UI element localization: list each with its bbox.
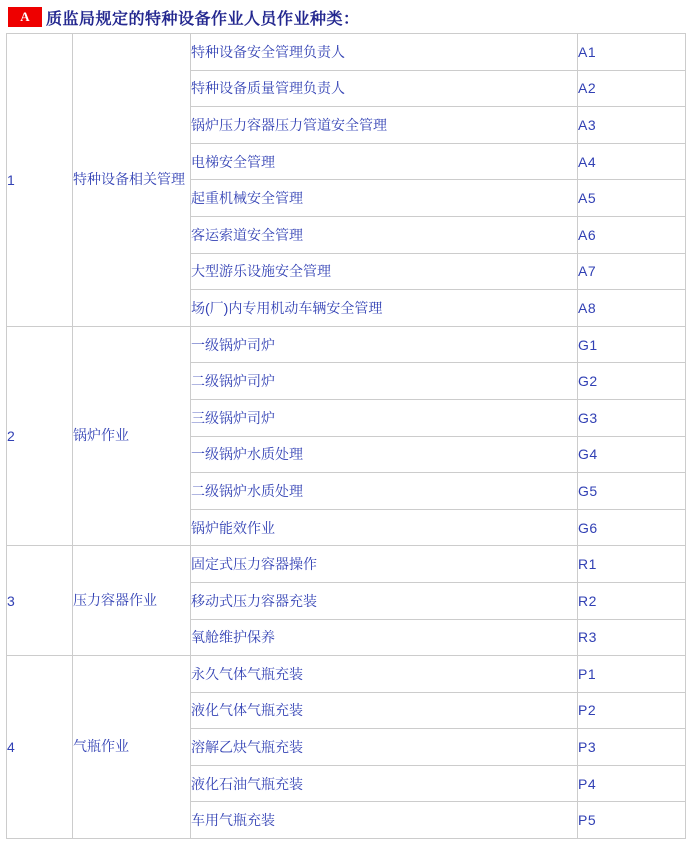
- group-category-cell: 压力容器作业: [73, 546, 191, 656]
- item-code-cell: P2: [578, 692, 686, 729]
- item-code-cell: G2: [578, 363, 686, 400]
- item-code-cell: A2: [578, 70, 686, 107]
- item-code-cell: R2: [578, 582, 686, 619]
- item-name-cell: 二级锅炉水质处理: [191, 473, 578, 510]
- item-code-cell: A4: [578, 143, 686, 180]
- item-name-cell: 氧舱维护保养: [191, 619, 578, 656]
- table-row: [7, 546, 686, 583]
- item-name-cell: 二级锅炉司炉: [191, 363, 578, 400]
- item-code-cell: P5: [578, 802, 686, 839]
- group-number-cell: 3: [7, 546, 73, 656]
- item-name-cell: 液化气体气瓶充装: [191, 692, 578, 729]
- item-name-cell: 液化石油气瓶充装: [191, 765, 578, 802]
- item-name-cell: 起重机械安全管理: [191, 180, 578, 217]
- item-code-cell: A8: [578, 290, 686, 327]
- item-name-cell: 车用气瓶充装: [191, 802, 578, 839]
- section-badge-letter: A: [20, 9, 30, 24]
- item-name-cell: 一级锅炉司炉: [191, 326, 578, 363]
- group-number-cell: 1: [7, 34, 73, 327]
- item-code-cell: G5: [578, 473, 686, 510]
- page-header: [8, 7, 689, 27]
- item-name-cell: 特种设备安全管理负责人: [191, 34, 578, 71]
- item-name-cell: 特种设备质量管理负责人: [191, 70, 578, 107]
- group-category-cell: 气瓶作业: [73, 656, 191, 839]
- item-code-cell: R3: [578, 619, 686, 656]
- item-code-cell: A7: [578, 253, 686, 290]
- table-row: [7, 34, 686, 71]
- group-category-cell: 锅炉作业: [73, 326, 191, 546]
- item-code-cell: G3: [578, 399, 686, 436]
- item-name-cell: 移动式压力容器充装: [191, 582, 578, 619]
- item-name-cell: 一级锅炉水质处理: [191, 436, 578, 473]
- section-badge: [8, 7, 42, 27]
- item-code-cell: G4: [578, 436, 686, 473]
- job-categories-table: [6, 33, 686, 839]
- item-name-cell: 锅炉能效作业: [191, 509, 578, 546]
- item-code-cell: A5: [578, 180, 686, 217]
- item-code-cell: A1: [578, 34, 686, 71]
- item-name-cell: 场(厂)内专用机动车辆安全管理: [191, 290, 578, 327]
- item-code-cell: R1: [578, 546, 686, 583]
- item-name-cell: 三级锅炉司炉: [191, 399, 578, 436]
- item-name-cell: 锅炉压力容器压力管道安全管理: [191, 107, 578, 144]
- item-code-cell: P1: [578, 656, 686, 693]
- item-code-cell: P3: [578, 729, 686, 766]
- item-name-cell: 溶解乙炔气瓶充装: [191, 729, 578, 766]
- item-code-cell: P4: [578, 765, 686, 802]
- item-name-cell: 永久气体气瓶充装: [191, 656, 578, 693]
- table-row: [7, 326, 686, 363]
- item-name-cell: 客运索道安全管理: [191, 216, 578, 253]
- group-category-cell: 特种设备相关管理: [73, 34, 191, 327]
- item-name-cell: 大型游乐设施安全管理: [191, 253, 578, 290]
- page-title: 质监局规定的特种设备作业人员作业种类：: [46, 10, 360, 28]
- table-row: [7, 656, 686, 693]
- group-number-cell: 2: [7, 326, 73, 546]
- item-code-cell: G1: [578, 326, 686, 363]
- item-code-cell: G6: [578, 509, 686, 546]
- item-name-cell: 固定式压力容器操作: [191, 546, 578, 583]
- item-code-cell: A3: [578, 107, 686, 144]
- group-number-cell: 4: [7, 656, 73, 839]
- item-code-cell: A6: [578, 216, 686, 253]
- item-name-cell: 电梯安全管理: [191, 143, 578, 180]
